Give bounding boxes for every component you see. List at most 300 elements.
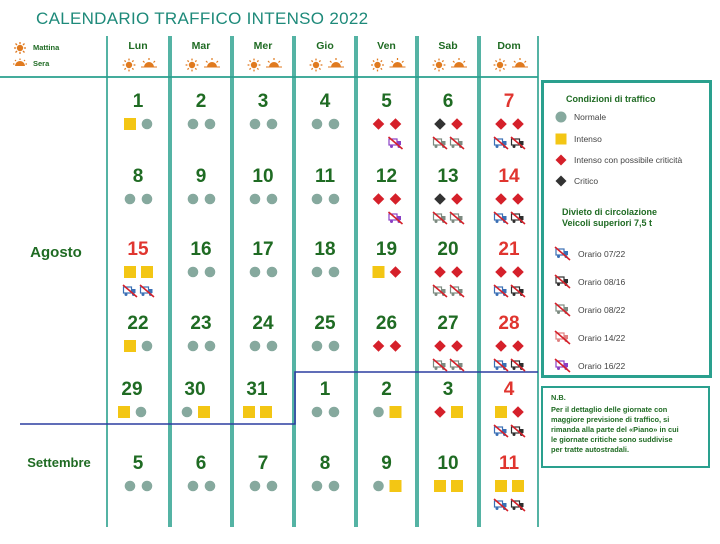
conditions-title: Condizioni di traffico: [566, 94, 656, 104]
intenso-square-icon: [390, 480, 402, 492]
day-cell: [188, 91, 216, 129]
sunset-core: [207, 62, 217, 67]
intenso-square-icon: [390, 406, 402, 418]
sun-ray: [330, 61, 332, 63]
criticita-diamond-icon: [434, 266, 446, 278]
day-number: 3: [442, 379, 454, 400]
sun-ray: [206, 61, 208, 63]
normale-dot-icon: [373, 481, 384, 492]
day-cell: [312, 453, 340, 491]
truck-part: [557, 367, 560, 370]
intenso-square-icon: [495, 406, 507, 418]
intenso-square-icon: [118, 406, 130, 418]
condition-intenso: Intenso: [574, 134, 602, 144]
day-cell: [188, 239, 216, 277]
day-number: 21: [498, 239, 520, 260]
truck-ban-icon-08-16: [511, 425, 525, 437]
sun-ray: [464, 61, 466, 63]
sun-ray: [373, 60, 374, 61]
normale-dot-icon: [125, 481, 136, 492]
day-cell: [125, 166, 153, 204]
day-number: 4: [319, 91, 331, 112]
truck-ban-icon-08-16: [511, 499, 525, 511]
normale-dot-icon: [267, 481, 278, 492]
day-cell: [124, 91, 152, 130]
criticita-diamond-icon: [495, 340, 507, 352]
day-number: 5: [132, 453, 144, 474]
month-label-agosto: Agosto: [30, 244, 82, 261]
truck-wheel: [513, 433, 516, 436]
critico-diamond-icon: [434, 118, 446, 130]
ban-label-08-22: Orario 08/22: [578, 305, 626, 315]
truck-ban-icon-07-22: [494, 137, 508, 149]
sun-ray: [217, 61, 219, 63]
day-cell: [188, 166, 216, 204]
normale-dot-icon: [188, 481, 199, 492]
truck-ban-icon-07-22: [123, 285, 137, 297]
day-number: 6: [442, 91, 454, 112]
criticita-diamond-icon: [390, 193, 402, 205]
day-number: 5: [381, 91, 392, 112]
day-number: 13: [437, 166, 459, 187]
day-cell: [494, 166, 525, 224]
day-cell: [433, 91, 464, 149]
sun-ray: [132, 60, 133, 61]
sun-ray: [381, 60, 382, 61]
note-line-1: Per il dettaglio delle giornate con: [551, 405, 668, 414]
day-number: 11: [314, 166, 336, 187]
traffic-legend: [541, 80, 712, 378]
day-number: 25: [314, 313, 336, 334]
normale-dot-icon: [205, 481, 216, 492]
criticita-diamond-icon: [512, 266, 524, 278]
ban-label-16-22: Orario 16/22: [578, 361, 626, 371]
normale-dot-icon: [205, 194, 216, 205]
truck-ban-icon-08-22: [450, 359, 464, 371]
day-cell: [494, 91, 525, 149]
sun-ray: [249, 68, 250, 69]
normale-dot-icon: [312, 194, 323, 205]
criticita-diamond-icon: [373, 340, 385, 352]
normale-dot-icon: [142, 481, 153, 492]
truck-ban-icon-07-22: [494, 285, 508, 297]
criticita-diamond-icon: [512, 406, 524, 418]
day-cell: [250, 239, 278, 277]
note-box: [541, 386, 710, 468]
ban-label-08-16: Orario 08/16: [578, 277, 626, 287]
day-number: 8: [132, 166, 144, 187]
day-cell: [250, 166, 278, 204]
truck-wheel: [496, 293, 499, 296]
weekday-header-ven: Ven: [377, 40, 396, 52]
day-cell: [494, 379, 525, 437]
sun-ray: [503, 68, 504, 69]
day-number: 6: [195, 453, 207, 474]
month-label-settembre: Settembre: [27, 455, 91, 470]
intenso-square-icon: [451, 406, 463, 418]
day-number: 16: [190, 239, 212, 260]
criticita-diamond-icon: [512, 118, 524, 130]
normale-dot-icon: [136, 407, 147, 418]
sun-core: [126, 62, 132, 68]
sun-morning-icon: [494, 59, 507, 72]
sun-ray: [257, 60, 258, 61]
sun-ray: [311, 60, 312, 61]
sun-ray: [249, 60, 250, 61]
day-cell: [312, 379, 340, 417]
truck-ban-icon-08-16: [511, 137, 525, 149]
intenso-square-icon: [141, 266, 153, 278]
day-cell: [494, 313, 525, 371]
truck-ban-icon-07-22: [554, 246, 572, 262]
sunset-core: [515, 62, 525, 67]
normale-dot-icon: [312, 481, 323, 492]
normale-dot-icon: [250, 341, 261, 352]
truck-ban-icon-08-16: [511, 359, 525, 371]
day-cell: [188, 313, 216, 351]
sun-evening-icon: [204, 58, 220, 67]
sun-evening-icon: [390, 58, 406, 67]
sun-ray: [341, 61, 343, 63]
sun-core: [497, 62, 503, 68]
truck-ban-icon-07-22: [140, 285, 154, 297]
truck-wheel: [452, 367, 455, 370]
intenso-square-icon: [373, 266, 385, 278]
criticita-diamond-icon: [373, 118, 385, 130]
intenso-square-icon: [124, 340, 136, 352]
day-number: 3: [257, 91, 269, 112]
criticita-diamond-icon: [451, 340, 463, 352]
intenso-square-icon: [512, 480, 524, 492]
sun-ray: [373, 68, 374, 69]
day-cell: [312, 313, 340, 351]
note-line-5: per tratte autostradali.: [551, 445, 630, 454]
normale-dot-icon: [312, 341, 323, 352]
critico-diamond-icon: [434, 193, 446, 205]
day-number: 27: [437, 313, 459, 334]
sunset-core: [393, 62, 403, 67]
day-cell: [188, 453, 216, 491]
truck-wheel: [452, 220, 455, 223]
truck-wheel: [142, 293, 145, 296]
sun-ray: [279, 61, 281, 63]
truck-wheel: [496, 367, 499, 370]
sun-ray: [503, 60, 504, 61]
criticita-diamond-icon: [512, 193, 524, 205]
sun-ray: [495, 68, 496, 69]
day-cell: [182, 379, 210, 418]
ban-title-1: Divieto di circolazione: [562, 207, 658, 217]
truck-ban-icon-16-22: [389, 137, 403, 149]
normale-dot-icon: [182, 407, 193, 418]
note-line-3: rimanda alla parte del «Piano» in cui: [551, 425, 679, 434]
page-title: CALENDARIO TRAFFICO INTENSO 2022: [36, 9, 369, 28]
day-number: 14: [498, 166, 520, 187]
sun-evening-icon: [328, 58, 344, 67]
day-cell: [494, 239, 525, 297]
weekday-header-gio: Gio: [316, 40, 334, 52]
truck-ban-icon-08-22: [433, 137, 447, 149]
normale-dot-icon: [267, 119, 278, 130]
truck-part: [557, 255, 560, 258]
day-number: 23: [190, 313, 212, 334]
day-number: 30: [184, 379, 206, 400]
day-number: 17: [252, 239, 274, 260]
sun-ray: [495, 60, 496, 61]
truck-ban-icon-14-22: [554, 330, 572, 346]
truck-wheel: [435, 367, 438, 370]
sun-ray: [195, 60, 196, 61]
day-cell: [373, 313, 402, 352]
day-number: 1: [319, 379, 331, 400]
criticita-diamond-icon: [451, 118, 463, 130]
sun-ray: [132, 68, 133, 69]
day-cell: [373, 239, 402, 278]
intenso-square-icon: [124, 266, 136, 278]
day-number: 7: [257, 453, 269, 474]
truck-ban-icon-07-22: [494, 359, 508, 371]
sun-ray: [154, 61, 156, 63]
evening-label: Sera: [33, 59, 50, 68]
day-number: 1: [132, 91, 144, 112]
sun-ray: [195, 68, 196, 69]
day-cell: [373, 91, 403, 149]
normale-dot-icon: [329, 341, 340, 352]
intenso-square-icon: [555, 133, 567, 145]
criticita-diamond-icon: [451, 266, 463, 278]
sun-ray: [268, 61, 270, 63]
normale-dot-icon: [142, 341, 153, 352]
criticita-diamond-icon: [495, 118, 507, 130]
sun-ray: [453, 61, 455, 63]
sun-ray: [319, 60, 320, 61]
day-cell: [373, 166, 403, 224]
truck-wheel: [435, 145, 438, 148]
day-number: 19: [375, 239, 398, 260]
weekday-header-mer: Mer: [253, 40, 273, 52]
note-line-4: le giornate critiche sono suddivise: [551, 435, 673, 444]
sun-morning-icon: [371, 59, 384, 72]
truck-ban-icon-08-22: [554, 302, 572, 318]
truck-wheel: [513, 293, 516, 296]
sun-ray: [143, 61, 145, 63]
truck-part: [557, 339, 560, 342]
sun-morning-icon: [310, 59, 323, 72]
condition-criticita: Intenso con possibile criticità: [574, 155, 683, 165]
truck-wheel: [496, 507, 499, 510]
sun-core: [189, 62, 195, 68]
sun-morning-icon: [433, 59, 446, 72]
sun-evening-icon: [512, 58, 528, 67]
sun-morning-icon: [123, 59, 136, 72]
sun-ray: [525, 61, 527, 63]
day-cell: [434, 379, 463, 418]
truck-wheel: [496, 433, 499, 436]
truck-ban-icon-08-16: [554, 274, 572, 290]
normale-dot-icon: [125, 194, 136, 205]
weekday-header-lun: Lun: [128, 40, 148, 52]
sun-ray: [514, 61, 516, 63]
truck-wheel: [435, 293, 438, 296]
morning-label: Mattina: [33, 43, 60, 52]
normale-dot-icon: [188, 194, 199, 205]
truck-ban-icon-16-22: [389, 212, 403, 224]
sun-ray: [257, 68, 258, 69]
truck-wheel: [513, 367, 516, 370]
condition-normale: Normale: [574, 112, 607, 122]
truck-ban-icon-07-22: [494, 425, 508, 437]
truck-part: [557, 283, 560, 286]
sun-ray: [311, 68, 312, 69]
normale-dot-icon: [329, 407, 340, 418]
day-number: 11: [498, 453, 520, 474]
truck-wheel: [125, 293, 128, 296]
truck-part: [557, 311, 560, 314]
truck-wheel: [390, 220, 393, 223]
sun-ray: [392, 61, 394, 63]
normale-dot-icon: [250, 267, 261, 278]
sun-core: [251, 62, 257, 68]
normale-dot-icon: [329, 194, 340, 205]
day-cell: [250, 313, 278, 351]
truck-ban-icon-08-22: [433, 359, 447, 371]
sun-morning-icon: [186, 59, 199, 72]
truck-wheel: [452, 293, 455, 296]
criticita-diamond-icon: [451, 193, 463, 205]
normale-dot-icon: [188, 341, 199, 352]
day-number: 2: [381, 379, 392, 400]
truck-wheel: [390, 145, 393, 148]
truck-ban-icon-07-22: [494, 499, 508, 511]
day-number: 29: [121, 379, 143, 400]
day-number: 31: [246, 379, 268, 400]
sun-ray: [124, 60, 125, 61]
intenso-square-icon: [451, 480, 463, 492]
truck-ban-icon-07-22: [494, 212, 508, 224]
intenso-square-icon: [243, 406, 255, 418]
day-cell: [494, 453, 525, 511]
sun-core: [374, 62, 380, 68]
criticita-diamond-icon: [373, 193, 385, 205]
day-number: 12: [375, 166, 398, 187]
criticita-diamond-icon: [390, 118, 402, 130]
normale-dot-icon: [329, 481, 340, 492]
day-number: 20: [437, 239, 459, 260]
day-number: 9: [381, 453, 392, 474]
sun-ray: [124, 68, 125, 69]
normale-dot-icon: [329, 119, 340, 130]
note-line-2: maggiore previsione di traffico, si: [551, 415, 670, 424]
day-number: 22: [127, 313, 149, 334]
sun-ray: [442, 60, 443, 61]
normale-dot-icon: [267, 194, 278, 205]
day-cell: [433, 239, 464, 297]
day-cell: [312, 91, 340, 129]
sun-ray: [187, 60, 188, 61]
sun-ray: [187, 68, 188, 69]
normale-dot-icon: [142, 119, 153, 130]
day-number: 4: [503, 379, 515, 400]
sun-evening-icon: [266, 58, 282, 67]
normale-dot-icon: [329, 267, 340, 278]
day-cell: [434, 453, 463, 492]
normale-dot-icon: [250, 481, 261, 492]
normale-dot-icon: [205, 341, 216, 352]
ban-label-07-22: Orario 07/22: [578, 249, 626, 259]
day-cell: [243, 379, 272, 418]
sun-evening-icon: [141, 58, 157, 67]
sunset-core: [144, 62, 154, 67]
sun-core: [313, 62, 319, 68]
day-cell: [123, 239, 154, 297]
normale-dot-icon: [555, 111, 567, 123]
truck-ban-icon-08-22: [433, 285, 447, 297]
day-number: 7: [503, 91, 515, 112]
weekday-header-mar: Mar: [191, 40, 211, 52]
truck-ban-icon-08-22: [450, 285, 464, 297]
day-number: 18: [314, 239, 336, 260]
day-number: 15: [127, 239, 149, 260]
sun-ray: [442, 68, 443, 69]
criticita-diamond-icon: [495, 193, 507, 205]
truck-wheel: [513, 507, 516, 510]
truck-wheel: [496, 145, 499, 148]
sunset-core: [269, 62, 279, 67]
intenso-square-icon: [495, 480, 507, 492]
sun-ray: [434, 68, 435, 69]
normale-dot-icon: [142, 194, 153, 205]
normale-dot-icon: [312, 267, 323, 278]
weekday-header-sab: Sab: [438, 40, 458, 52]
criticita-diamond-icon: [512, 340, 524, 352]
day-number: 28: [498, 313, 520, 334]
sun-ray: [319, 68, 320, 69]
sun-morning-icon: [248, 59, 261, 72]
note-heading: N.B.: [551, 393, 566, 402]
day-cell: [433, 166, 464, 224]
day-cell: [312, 239, 340, 277]
normale-dot-icon: [267, 267, 278, 278]
criticita-diamond-icon: [434, 406, 446, 418]
normale-dot-icon: [312, 407, 323, 418]
day-cell: [373, 453, 401, 492]
day-number: 10: [252, 166, 274, 187]
normale-dot-icon: [188, 267, 199, 278]
day-cell: [125, 453, 153, 491]
sunset-core: [454, 62, 464, 67]
normale-dot-icon: [250, 119, 261, 130]
truck-ban-icon-16-22: [554, 358, 572, 374]
criticita-diamond-icon: [390, 266, 402, 278]
normale-dot-icon: [267, 341, 278, 352]
normale-dot-icon: [373, 407, 384, 418]
normale-dot-icon: [205, 267, 216, 278]
sun-ray: [434, 60, 435, 61]
day-cell: [250, 91, 278, 129]
truck-wheel: [452, 145, 455, 148]
day-number: 10: [437, 453, 459, 474]
intenso-square-icon: [124, 118, 136, 130]
sun-ray: [381, 68, 382, 69]
sun-evening-icon: [451, 58, 467, 67]
condition-critico: Critico: [574, 176, 599, 186]
truck-wheel: [496, 220, 499, 223]
truck-wheel: [513, 220, 516, 223]
truck-ban-icon-08-16: [511, 212, 525, 224]
criticita-diamond-icon: [495, 266, 507, 278]
criticita-diamond-icon: [390, 340, 402, 352]
criticita-diamond-icon: [434, 340, 446, 352]
